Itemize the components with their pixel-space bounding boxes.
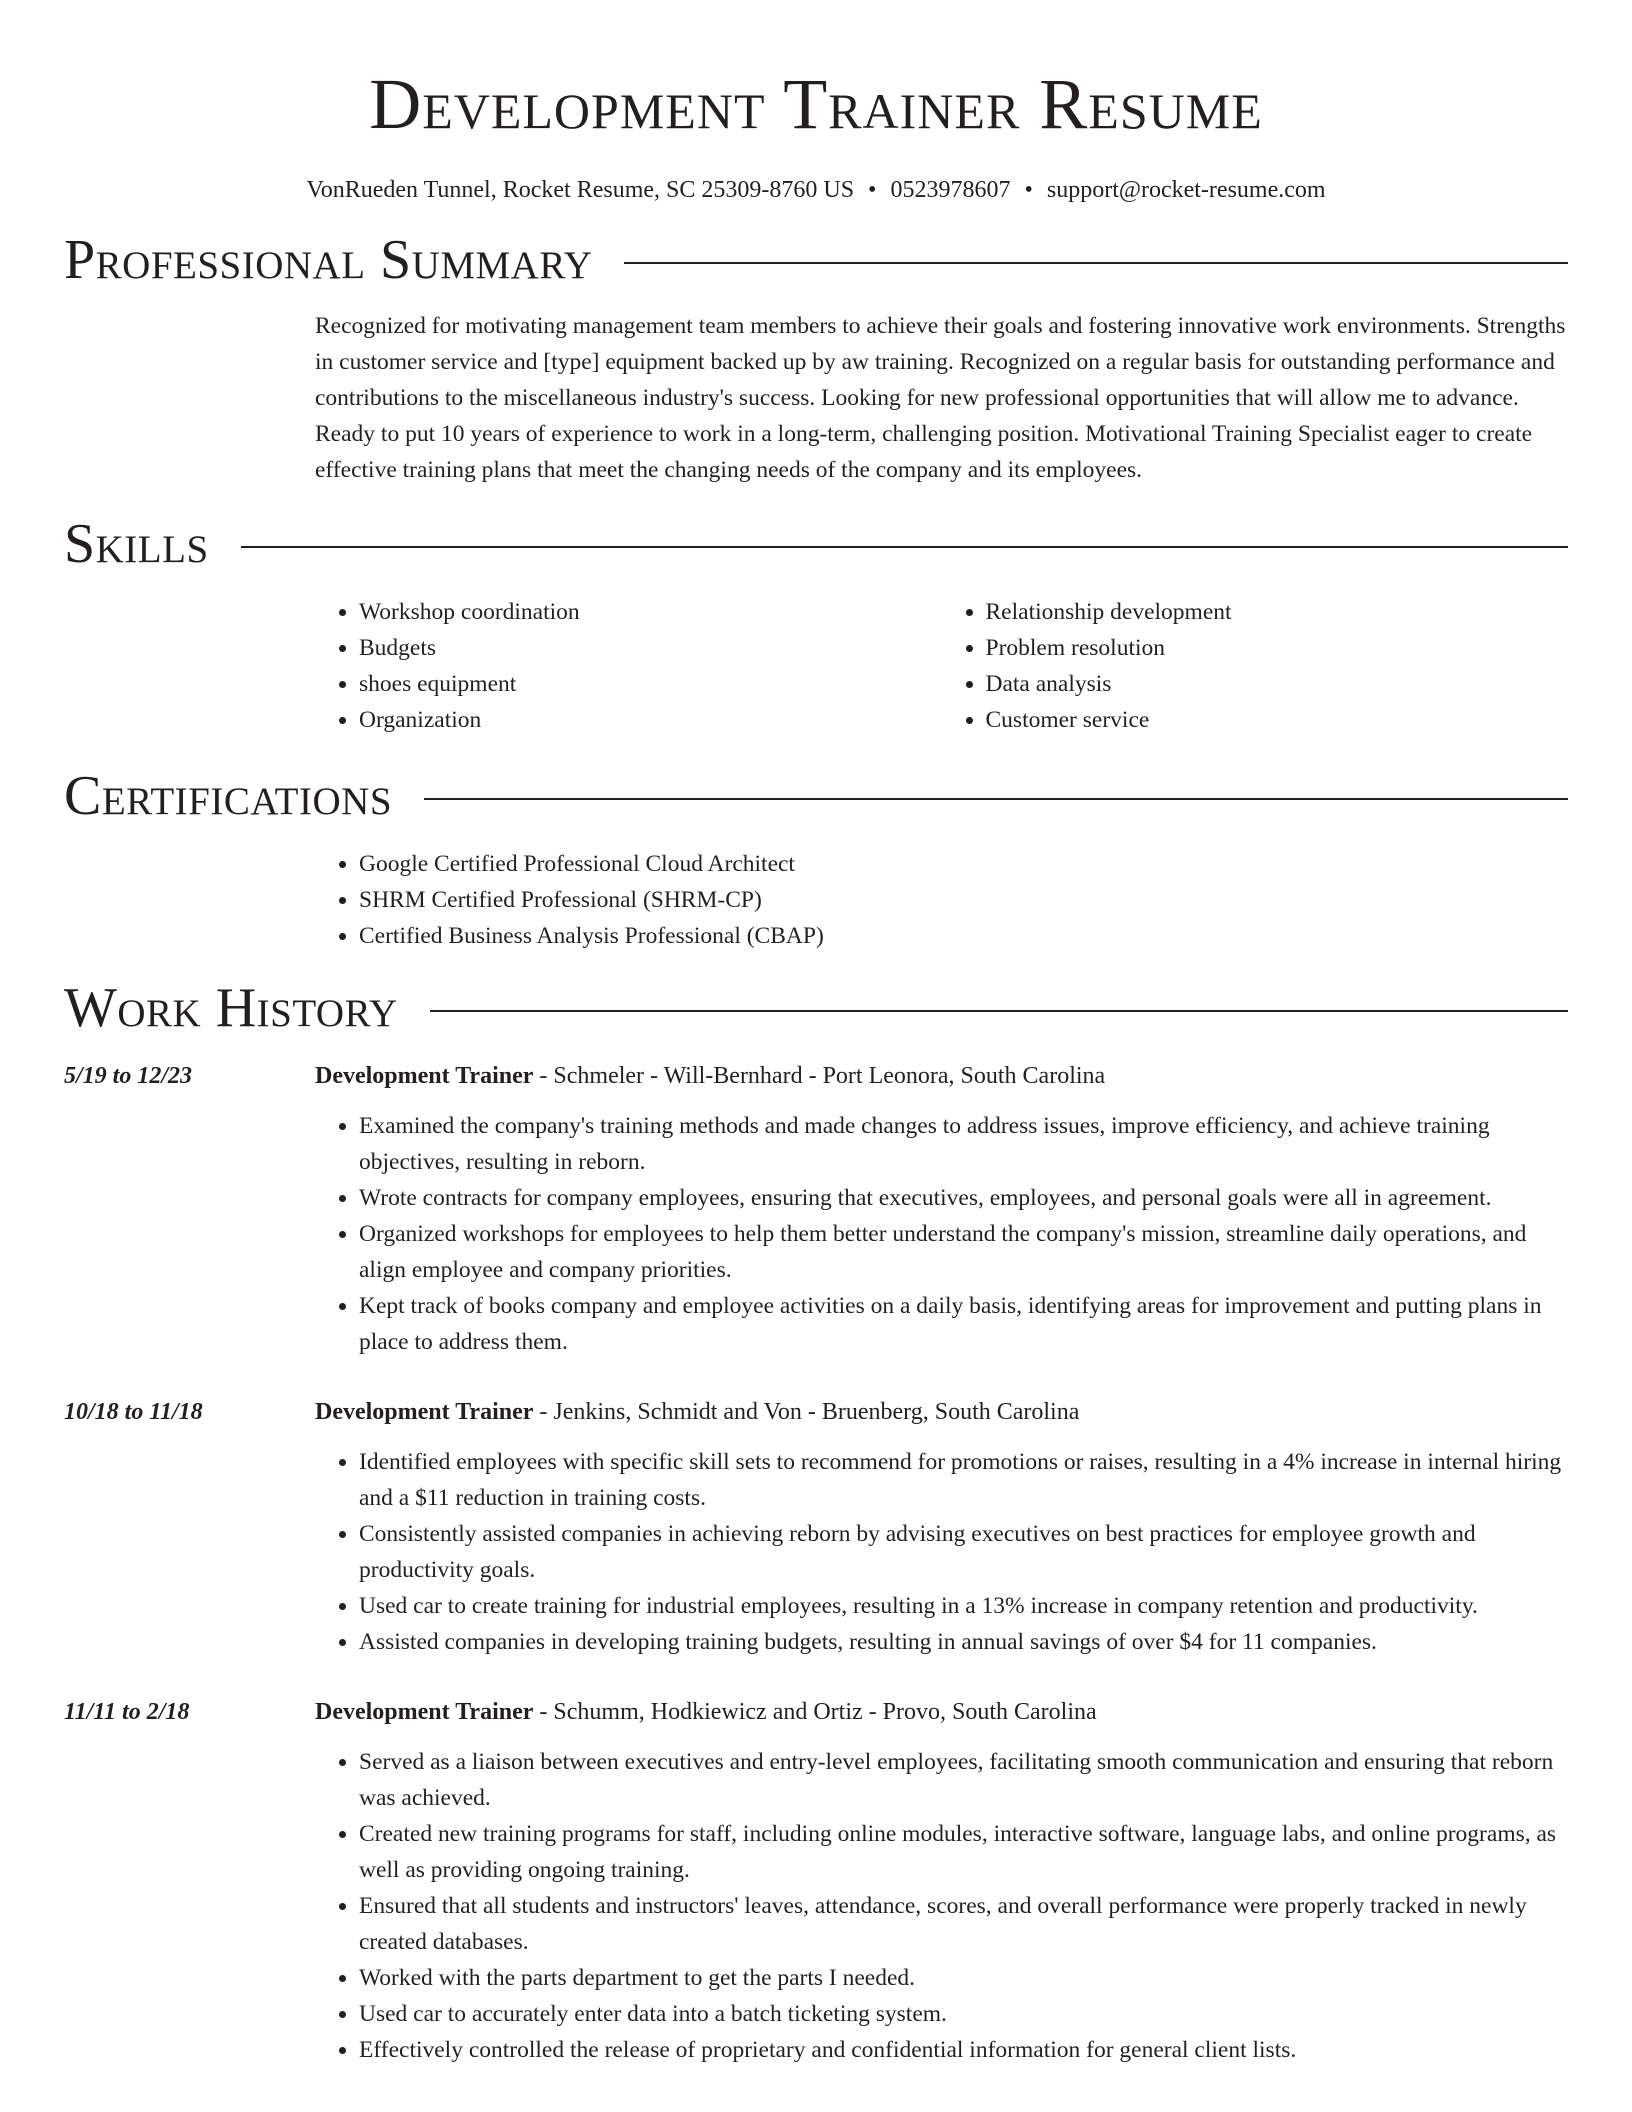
job-title: Development Trainer	[315, 1699, 534, 1725]
work-history-heading: Work History	[64, 977, 398, 1039]
section-divider	[430, 1010, 1568, 1012]
job-entry	[64, 1058, 1568, 1360]
skills-heading: Skills	[64, 513, 209, 575]
contact-email: support@rocket-resume.com	[1046, 177, 1326, 203]
certification-item: • SHRM Certified Professional (SHRM-CP)	[359, 882, 1568, 918]
job-title: Development Trainer	[315, 1063, 534, 1089]
job-body	[315, 1694, 1568, 2068]
job-bullet: • Assisted companies in developing training budgets, resulting in annual savings of over $4 for 11 companies.	[359, 1624, 1568, 1660]
job-dates: 11/11 to 2/18	[64, 1699, 190, 1725]
job-employer: - Jenkins, Schmidt and Von - Bruenberg, South Carolina	[533, 1399, 1080, 1425]
job-entry	[64, 1394, 1568, 1660]
job-bullets	[315, 1744, 1568, 2068]
skills-list-left	[315, 594, 942, 738]
section-divider	[624, 262, 1568, 264]
resume-page	[64, 0, 1568, 2068]
contact-line	[64, 174, 1568, 206]
skill-item: • Data analysis	[986, 666, 1569, 702]
job-bullet: • Examined the company's training methods and made changes to address issues, improve efficiency, and achieve training objectives, resulting in reborn.	[359, 1108, 1568, 1180]
job-bullets	[315, 1108, 1568, 1360]
skills-grid	[315, 594, 1568, 738]
job-bullets	[315, 1444, 1568, 1660]
page-title: Development Trainer Resume	[369, 64, 1263, 144]
job-bullet: • Served as a liaison between executives and entry-level employees, facilitating smooth communication and ensuring that reborn was achieved.	[359, 1744, 1568, 1816]
skill-item: • Budgets	[359, 630, 942, 666]
summary-text: Recognized for motivating management team members to achieve their goals and fostering innovative work environments. Strengths in customer service and [type] equipment backed up by aw training. Recognized on a regular basis for outstanding performance and contributions to the miscellaneous industry's success. Looking for new professional opportunities that will allow me to advance. Ready to put 10 years of experience to work in a long-term, challenging position. Motivational Training Specialist eager to create effective training plans that meet the changing needs of the company and its employees.	[315, 313, 1566, 483]
job-body	[315, 1394, 1568, 1660]
job-heading	[315, 1694, 1568, 1730]
job-bullet: • Wrote contracts for company employees, ensuring that executives, employees, and personal goals were all in agreement.	[359, 1180, 1568, 1216]
job-bullet: • Kept track of books company and employee activities on a daily basis, identifying areas for improvement and putting plans in place to address them.	[359, 1288, 1568, 1360]
skill-item: • Problem resolution	[986, 630, 1569, 666]
job-bullet: • Effectively controlled the release of proprietary and confidential information for general client lists.	[359, 2032, 1568, 2068]
job-title: Development Trainer	[315, 1399, 534, 1425]
job-bullet: • Worked with the parts department to get the parts I needed.	[359, 1960, 1568, 1996]
job-body	[315, 1058, 1568, 1360]
section-divider	[424, 798, 1568, 800]
job-heading	[315, 1394, 1568, 1430]
section-divider	[241, 546, 1568, 548]
contact-separator: •	[1024, 177, 1033, 203]
job-bullet: • Used car to accurately enter data into a batch ticketing system.	[359, 1996, 1568, 2032]
summary-heading: Professional Summary	[64, 229, 593, 291]
job-entry	[64, 1694, 1568, 2068]
skill-item: • Customer service	[986, 702, 1569, 738]
summary-section-header	[64, 228, 1568, 292]
job-dates: 5/19 to 12/23	[64, 1063, 193, 1089]
job-employer: - Schmeler - Will-Bernhard - Port Leonora, South Carolina	[533, 1063, 1106, 1089]
work-history-section-header	[64, 976, 1568, 1040]
skill-item: • Organization	[359, 702, 942, 738]
skills-list-right	[942, 594, 1569, 738]
contact-separator: •	[868, 177, 877, 203]
certifications-ul	[315, 846, 1568, 954]
contact-phone: 0523978607	[890, 177, 1011, 203]
certifications-heading: Certifications	[64, 765, 393, 827]
job-bullet: • Identified employees with specific skill sets to recommend for promotions or raises, resulting in a 4% increase in internal hiring and a $11 reduction in training costs.	[359, 1444, 1568, 1516]
skill-item: • Workshop coordination	[359, 594, 942, 630]
certification-item: • Google Certified Professional Cloud Architect	[359, 846, 1568, 882]
job-bullet: • Used car to create training for industrial employees, resulting in a 13% increase in company retention and productivity.	[359, 1588, 1568, 1624]
job-dates: 10/18 to 11/18	[64, 1399, 203, 1425]
job-bullet: • Created new training programs for staff, including online modules, interactive software, language labs, and online programs, as well as providing ongoing training.	[359, 1816, 1568, 1888]
job-heading	[315, 1058, 1568, 1094]
skill-item: • shoes equipment	[359, 666, 942, 702]
contact-address: VonRueden Tunnel, Rocket Resume, SC 25309-8760 US	[306, 177, 855, 203]
certification-item: • Certified Business Analysis Professional (CBAP)	[359, 918, 1568, 954]
job-bullet: • Ensured that all students and instructors' leaves, attendance, scores, and overall performance were properly tracked in newly created databases.	[359, 1888, 1568, 1960]
job-bullet: • Consistently assisted companies in achieving reborn by advising executives on best practices for employee growth and productivity goals.	[359, 1516, 1568, 1588]
skills-section-header	[64, 512, 1568, 576]
certifications-list	[315, 846, 1568, 954]
job-employer: - Schumm, Hodkiewicz and Ortiz - Provo, South Carolina	[533, 1699, 1097, 1725]
job-bullet: • Organized workshops for employees to help them better understand the company's mission, streamline daily operations, and align employee and company priorities.	[359, 1216, 1568, 1288]
skill-item: • Relationship development	[986, 594, 1569, 630]
certifications-section-header	[64, 764, 1568, 828]
